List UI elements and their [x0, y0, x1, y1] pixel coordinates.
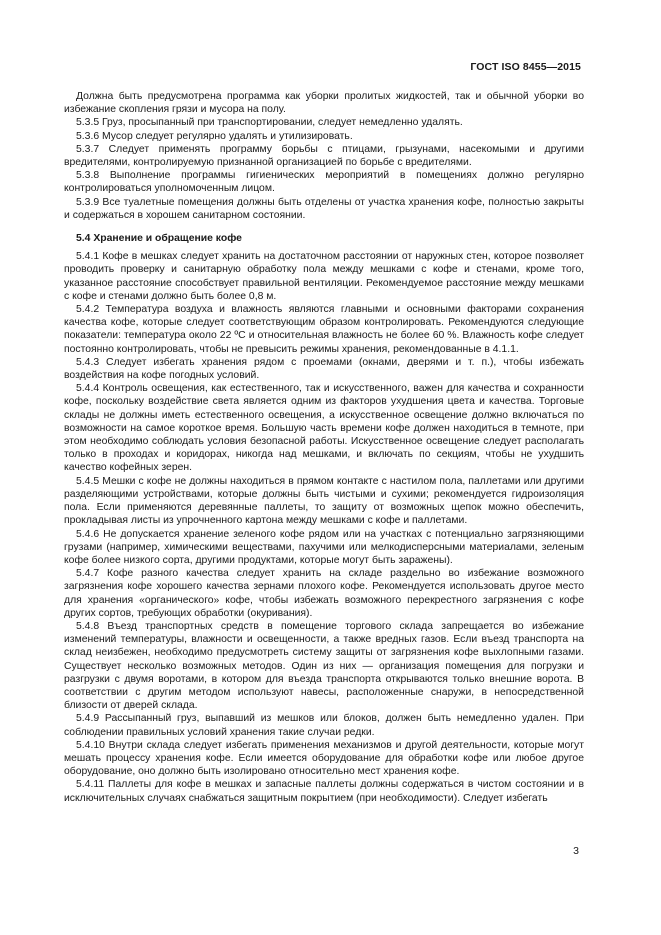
- clause-5-4-11: 5.4.11 Паллеты для кофе в мешках и запасные паллеты должны содержаться в чистом состоянии и в исключительных случаях снабжаться защитным покрытием (при необходимости). Следует избегать: [64, 779, 584, 804]
- clause-5-4-10: 5.4.10 Внутри склада следует избегать применения механизмов и другой деятельности, которые могут мешать процессу хранения кофе. Если имеется оборудование для обработки кофе или любое другое оборудование, оно должно быть изолировано относительно мест хранения кофе.: [64, 739, 584, 778]
- clause-5-4-2: 5.4.2 Температура воздуха и влажность являются главными и основными факторами сохранения качества кофе, которые следует соответствующим образом контролировать. Рекомендуются следующие показатели: температура около 22 ºС и относительная влажность не более 60 %. Влажность кофе следует постоянно контролировать, чтобы не превысить режимы хранения, рекомендованные в 4.1.1.: [64, 304, 584, 355]
- paragraph: Должна быть предусмотрена программа как уборки пролитых жидкостей, так и обычной уборки во избежание скопления грязи и мусора на полу.: [64, 91, 584, 116]
- document-id: ГОСТ ISO 8455—2015: [470, 61, 581, 73]
- document-body: [64, 90, 584, 805]
- clause-5-4-4: 5.4.4 Контроль освещения, как естественного, так и искусственного, важен для качества и сохранности кофе, поскольку воздействие света является одним из факторов ухудшения цвета и качества. Торговые склады не должны иметь естественного освещения, а искусственное освещение должно включаться по возможности на самое короткое время. Большую часть времени кофе должен находиться в темноте, при этом необходимо соблюдать условия безопасной работы. Искусственное освещение следует располагать только в проходах и коридорах, никогда над мешками, и включать по секциям, чтобы не ухудшить качество кофейных зерен.: [64, 383, 584, 474]
- clause-5-3-8: 5.3.8 Выполнение программы гигиенических мероприятий в помещениях должно регулярно контролироваться уполномоченным лицом.: [64, 170, 584, 195]
- clause-5-4-5: 5.4.5 Мешки с кофе не должны находиться в прямом контакте с настилом пола, паллетами или другими разделяющими устройствами, которые должны быть чистыми и сухими; рекомендуется гидроизоляция пола. Если применяются деревянные паллеты, то защиту от возможных щепок можно обеспечить, прокладывая листы из упрочненного картона между мешками с кофе и паллетами.: [64, 475, 584, 527]
- clause-5-4-7: 5.4.7 Кофе разного качества следует хранить на складе раздельно во избежание возможного загрязнения кофе хорошего качества зернами плохого кофе. Рекомендуется использовать другое место для хранения «органического» кофе, чтобы избежать возможного перекрестного загрязнения с кофе других сортов, требующих обработки (окуривания).: [64, 568, 584, 619]
- section-heading-5-4: 5.4 Хранение и обращение кофе: [76, 233, 242, 245]
- page-number: 3: [573, 845, 579, 857]
- clause-5-4-6: 5.4.6 Не допускается хранение зеленого кофе рядом или на участках с потенциально загрязняющими грузами (например, химическими веществами, пахучими или мелкодисперсными материалами, зеленым кофе более низкого сорта, другими продуктами, которые могут быть заражены).: [64, 528, 584, 566]
- clause-5-3-9: 5.3.9 Все туалетные помещения должны быть отделены от участка хранения кофе, полностью закрыты и содержаться в хорошем санитарном состоянии.: [64, 196, 584, 221]
- clause-5-3-5: 5.3.5 Груз, просыпанный при транспортировании, следует немедленно удалять.: [76, 117, 463, 129]
- clause-5-4-9: 5.4.9 Рассыпанный груз, выпавший из мешков или блоков, должен быть немедленно удален. При соблюдении правильных условий хранения такие случаи редки.: [64, 713, 584, 738]
- clause-5-4-8: 5.4.8 Въезд транспортных средств в помещение торгового склада запрещается во избежание изменений температуры, влажности и освещенности, а также вредных газов. Если въезд транспорта на склад неизбежен, необходимо предусмотреть систему защиты от загрязнения кофе выхлопными газами. Существует несколько возможных методов. Один из них — организация помещения для погрузки и разгрузки с двумя воротами, в котором для въезда транспорта открываются только внешние ворота. В соответствии с другим методом используют навесы, расположенные снаружи, в непосредственной близости от дверей склада.: [64, 620, 584, 712]
- clause-5-3-6: 5.3.6 Мусор следует регулярно удалять и утилизировать.: [76, 130, 353, 142]
- clause-5-4-3: 5.4.3 Следует избегать хранения рядом с проемами (окнами, дверями и т. п.), чтобы избежать воздействия на кофе погодных условий.: [64, 356, 584, 382]
- clause-5-3-7: 5.3.7 Следует применять программу борьбы с птицами, грызунами, насекомыми и другими вредителями, контролируемую признанной организацией по борьбе с вредителями.: [64, 143, 584, 169]
- clause-5-4-1: 5.4.1 Кофе в мешках следует хранить на достаточном расстоянии от наружных стен, которое позволяет проводить проверку и санитарную обработку пола между мешками с кофе и стенами, кроме того, указанное расстояние способствует правильной вентиляции. Рекомендуемое расстояние между мешками с кофе и стенами должно быть более 0,8 м.: [64, 251, 584, 302]
